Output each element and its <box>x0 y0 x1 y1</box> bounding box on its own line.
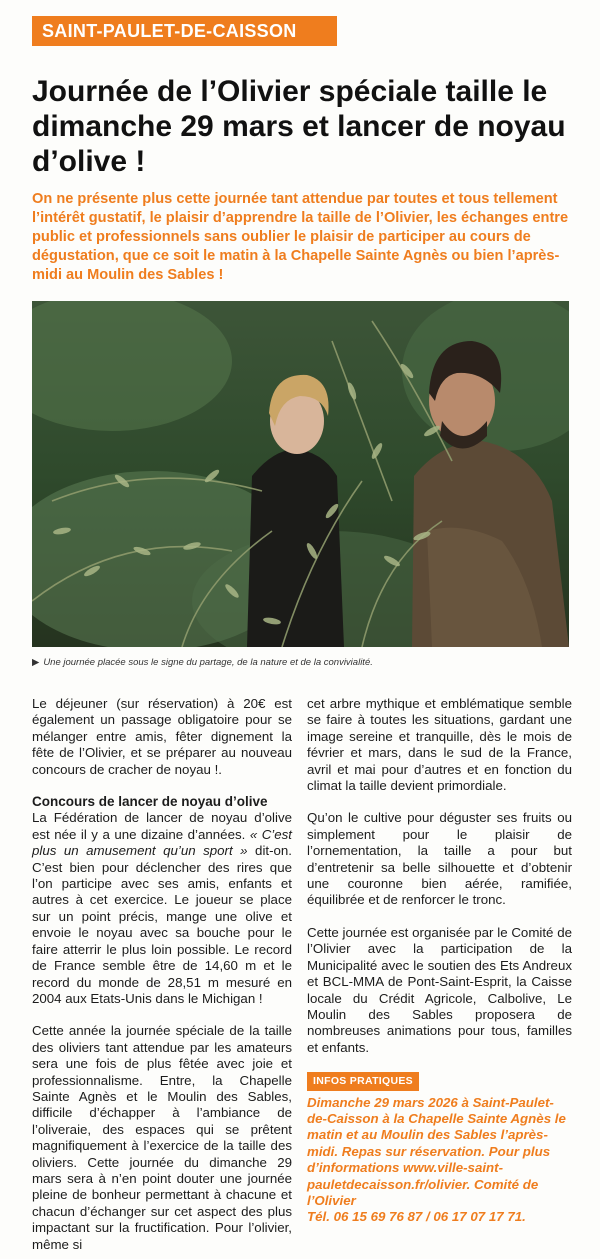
quote: « C’est plus un amusement qu’un sport » <box>32 826 292 859</box>
practical-info-text: Dimanche 29 mars 2026 à Saint-Paulet-de-Caisson à la Chapelle Sainte Agnès le matin et au Moulin des Sables l’après-midi. Repas sur réservation. Pour plus d’informations www.ville-saint-pauletdecaisson.fr/olivier. Comité de l’Olivier <box>307 1094 566 1208</box>
article-photo <box>32 301 569 647</box>
paragraph: Cette année la journée spéciale de la taille des oliviers tant attendue par les amateurs sera une fois de plus fêtée avec joie et professionnalisme. Entre, la Chapelle Sainte Agnès et le Moulin des Sables, difficile d’échapper à l’ambiance de l’oliveraie, des espaces qui se prêtent magnifiquement à l’exercice de la taille des oliviers. Cette journée du dimanche 29 mars sera à n’en point douter une journée pleine de bonheur permettant à chacune et chacun d’échanger sur cet aspect des plus impactant sur la fructification. Pour l’olivier, même si <box>32 1023 292 1252</box>
article-column-left <box>32 696 292 1253</box>
paragraph: cet arbre mythique et emblématique semble se faire à toutes les situations, gardant une image sereine et tranquille, dès le mois de février et mars, dans le sud de la France, avril et mai pour d’autres et en fonction du climat la taille devient primordiale. <box>307 696 572 794</box>
photo-caption <box>32 657 572 668</box>
caption-arrow-icon: ▶ <box>32 657 40 668</box>
paragraph-text: dit-on. C’est bien pour déclencher des rires que l’on participe avec ses amis, enfants et autres à cet exercice. Le joueur se place sur un point précis, mange une olive et envoie le noyau avec sa bouche pour le faire atterrir le plus loin possible. Le record de France semble être de 14,60 m et le record du monde de 28,51 m mesuré en 2004 aux Etats-Unis dans le Michigan ! <box>32 843 292 1006</box>
paragraph-text: La Fédération de lancer de noyau d’olive est née il y a une dizaine d’années. <box>32 810 292 842</box>
section-tag: SAINT-PAULET-DE-CAISSON <box>32 16 337 46</box>
article-column-right <box>307 696 572 1226</box>
practical-info-phones: Tél. 06 15 69 76 87 / 06 17 07 17 71. <box>307 1209 526 1225</box>
practical-info <box>307 1072 572 1226</box>
paragraph <box>32 810 292 1007</box>
section-subheading: Concours de lancer de noyau d’olive <box>32 794 268 810</box>
article-headline: Journée de l’Olivier spéciale taille le dimanche 29 mars et lancer de noyau d’olive ! <box>32 75 566 178</box>
article-intro: On ne présente plus cette journée tant attendue par toutes et tous tellement l’intérêt gustatif, le plaisir d’apprendre la taille de l’Olivier, les échanges entre public et professionnels sans oublier le plaisir de participer au cours de dégustation, que ce soit le matin à la Chapelle Sainte Agnès ou bien l’après-midi au Moulin des Sables ! <box>32 191 569 283</box>
paragraph: Qu’on le cultive pour déguster ses fruits ou simplement pour le plaisir de l’ornementation, la taille a pour but d’entretenir sa belle silhouette et d’obtenir une couronne bien aérée, ramifiée, équilibrée et de renforcer le tronc. <box>307 810 572 908</box>
olive-grove-photo <box>32 301 569 647</box>
paragraph: Cette journée est organisée par le Comité de l’Olivier avec la participation de la Municipalité avec le soutien des Ets Andreux et BCL-MMA de Pont-Saint-Esprit, la Caisse locale du Crédit Agricole, Calbolive, Le Moulin des Sables proposera de nombreuses animations pour tous, familles et enfants. <box>307 924 572 1055</box>
photo-caption-text: Une journée placée sous le signe du partage, de la nature et de la convivialité. <box>43 657 373 668</box>
practical-info-tag: INFOS PRATIQUES <box>307 1072 419 1090</box>
paragraph: Le déjeuner (sur réservation) à 20€ est également un passage obligatoire pour se mélanger entre amis, fêter dignement la fête de l’Olivier, et se préparer au nouveau concours de cracher de noyau !. <box>32 696 292 777</box>
